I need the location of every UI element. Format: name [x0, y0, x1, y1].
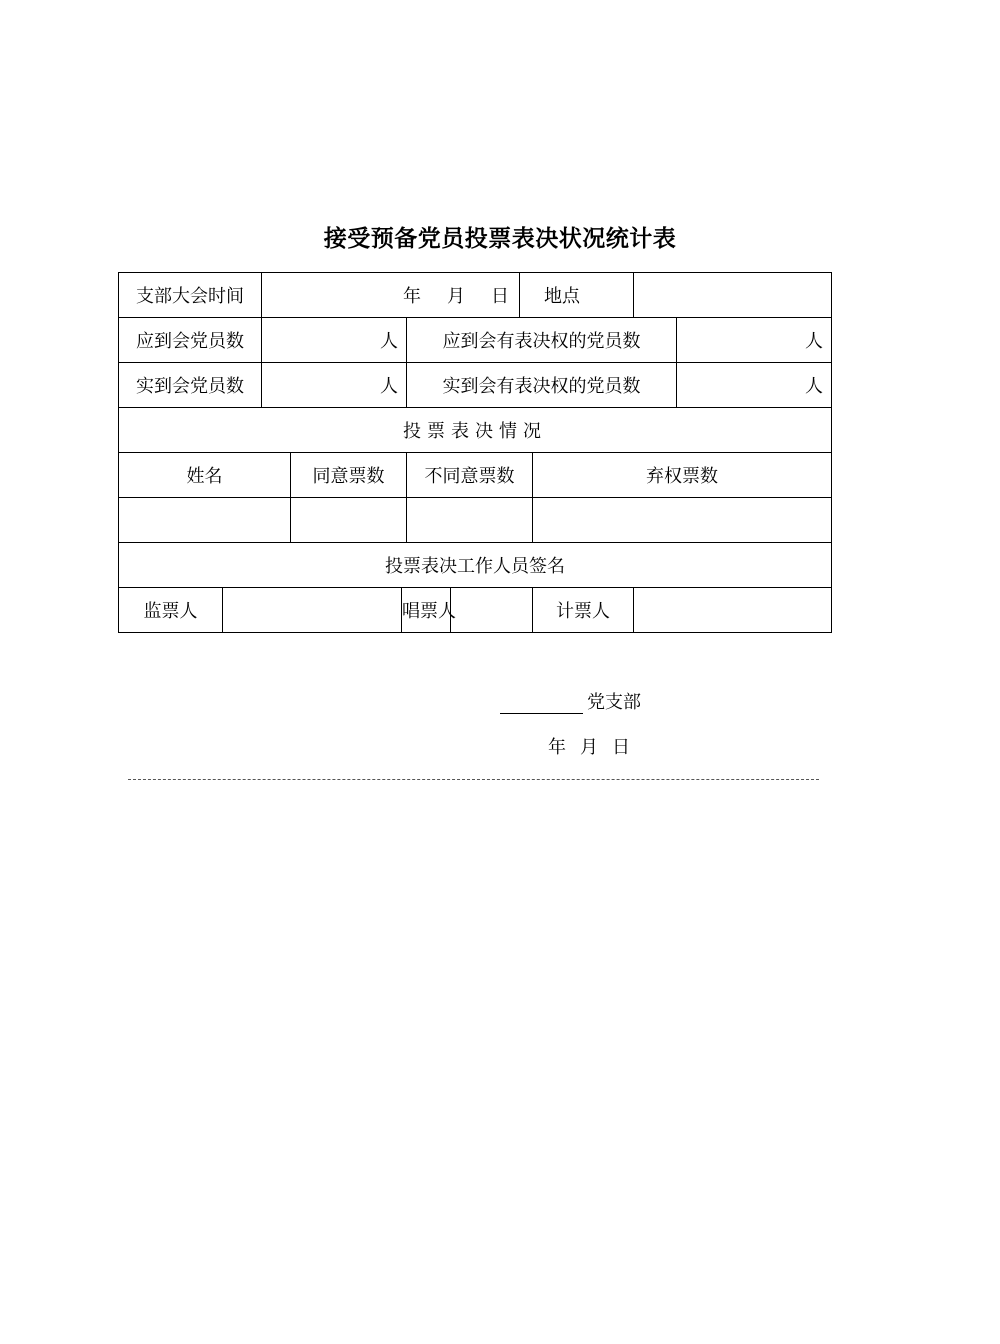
candidate-name-field[interactable]: [119, 498, 291, 543]
vote-section-header-row: [119, 408, 832, 453]
actual-attendance-row: [119, 363, 832, 408]
branch-name-field[interactable]: [500, 695, 583, 714]
expected-attendance-row: [119, 318, 832, 363]
expected-members-label: 应到会党员数: [119, 318, 262, 363]
expected-voting-members-label: 应到会有表决权的党员数: [407, 318, 677, 363]
counter-label: 计票人: [533, 588, 634, 633]
vote-columns-row: [119, 453, 832, 498]
actual-members-label: 实到会党员数: [119, 363, 262, 408]
expected-members-unit: 人: [380, 331, 398, 352]
column-header-abstain: 弃权票数: [533, 453, 832, 498]
staff-section-header-row: [119, 543, 832, 588]
meeting-time-label: 支部大会时间: [119, 273, 262, 318]
meeting-date-field[interactable]: [262, 273, 520, 318]
footer-day: 日: [612, 737, 630, 758]
actual-members-unit: 人: [380, 376, 398, 397]
caller-signature-field[interactable]: [451, 588, 533, 633]
vote-statistics-table: [118, 272, 832, 633]
actual-voting-members-field[interactable]: [677, 363, 832, 408]
abstain-count-field[interactable]: [533, 498, 832, 543]
document-title: 接受预备党员投票表决状况统计表: [323, 225, 677, 252]
expected-voting-members-unit: 人: [805, 331, 824, 352]
table-row: [119, 498, 832, 543]
cut-line-divider: [128, 779, 819, 780]
staff-signature-row: [119, 588, 832, 633]
date-year-label: 年: [403, 286, 422, 307]
disagree-count-field[interactable]: [407, 498, 533, 543]
actual-voting-members-label: 实到会有表决权的党员数: [407, 363, 677, 408]
counter-signature-field[interactable]: [634, 588, 832, 633]
vote-section-title: 投票表决情况: [119, 408, 832, 453]
location-label: 地点: [520, 273, 634, 318]
supervisor-signature-field[interactable]: [223, 588, 402, 633]
column-header-agree: 同意票数: [291, 453, 407, 498]
staff-section-title: 投票表决工作人员签名: [119, 543, 832, 588]
expected-voting-members-field[interactable]: [677, 318, 832, 363]
supervisor-label: 监票人: [119, 588, 223, 633]
expected-members-field[interactable]: [262, 318, 407, 363]
meeting-info-row: [119, 273, 832, 318]
location-field[interactable]: [634, 273, 832, 318]
caller-label: 唱票人: [402, 588, 451, 633]
branch-signature: [500, 688, 641, 714]
footer-year: 年: [548, 737, 566, 758]
footer-month: 月: [580, 737, 598, 758]
footer-date: [548, 733, 644, 759]
branch-suffix: 党支部: [587, 692, 641, 713]
date-day-label: 日: [491, 286, 510, 307]
column-header-name: 姓名: [119, 453, 291, 498]
actual-members-field[interactable]: [262, 363, 407, 408]
column-header-disagree: 不同意票数: [407, 453, 533, 498]
date-month-label: 月: [447, 286, 466, 307]
actual-voting-members-unit: 人: [805, 376, 824, 397]
agree-count-field[interactable]: [291, 498, 407, 543]
